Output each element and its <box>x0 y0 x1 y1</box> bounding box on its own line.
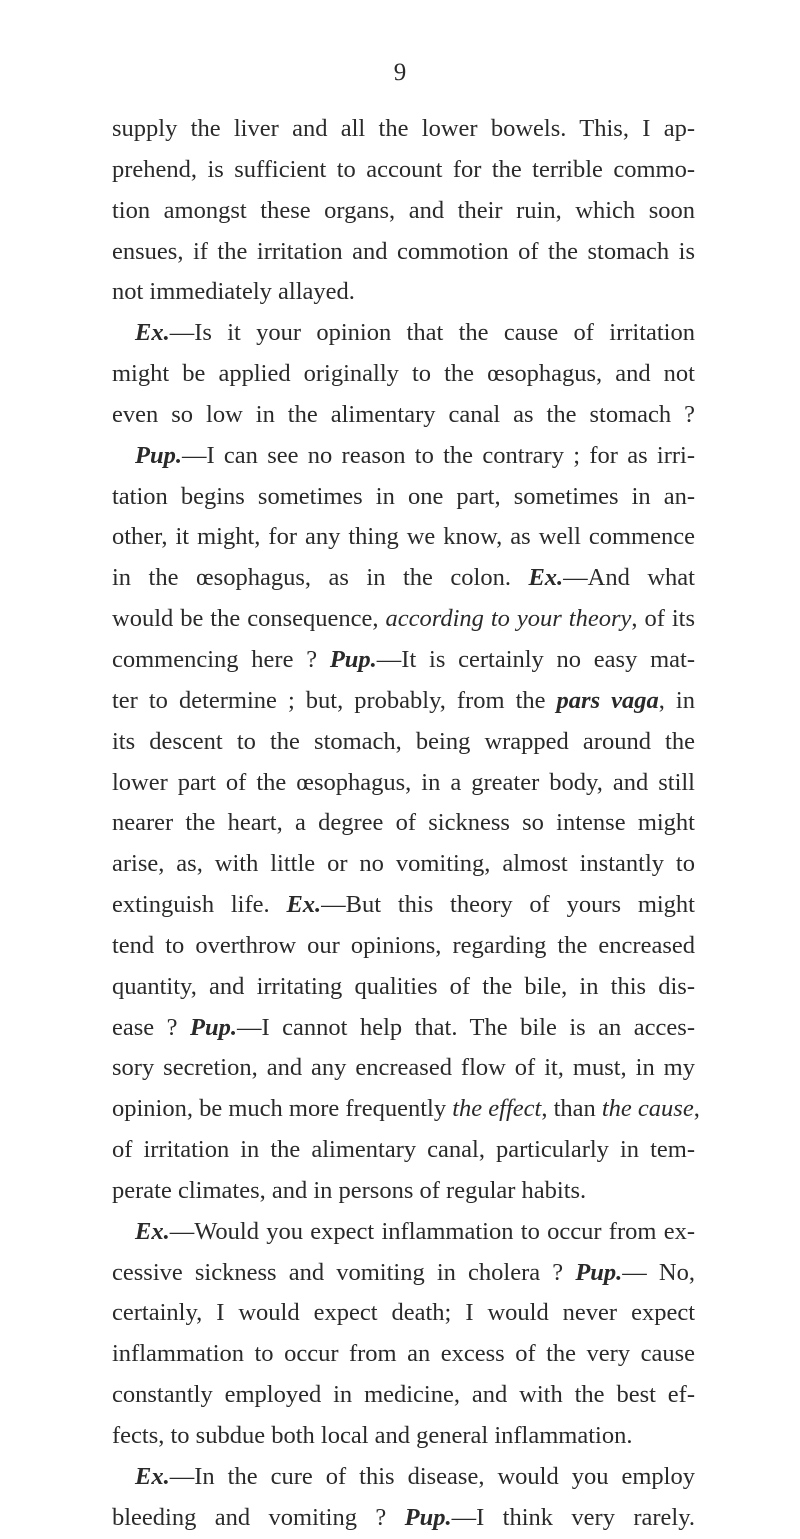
body-text <box>112 109 700 1539</box>
text-segment: —I cannot help that. The bile is an acces- <box>237 1013 695 1041</box>
text-segment: bleeding and vomiting ? <box>112 1503 405 1531</box>
text-line <box>112 1212 695 1253</box>
text-segment: —Would you expect inflammation to occur from ex- <box>169 1217 695 1245</box>
text-segment: cessive sickness and vomiting in cholera ? <box>112 1258 576 1286</box>
text-segment: supply the liver and all the lower bowels. This, I ap- <box>112 115 695 142</box>
text-segment: —It is certainly no easy mat- <box>376 645 695 673</box>
text-segment: extinguish life. <box>112 891 287 919</box>
text-segment: other, it might, for any thing we know, as well commence <box>112 523 695 551</box>
emphasis-text: according to your theory <box>385 605 632 633</box>
text-line <box>112 109 695 150</box>
text-segment: quantity, and irritating qualities of the bile, in this dis- <box>112 972 695 1000</box>
text-line <box>112 436 695 477</box>
text-line <box>112 681 695 722</box>
text-line <box>112 1457 695 1498</box>
speaker-label: Pup. <box>329 645 377 673</box>
text-segment: commencing here ? <box>112 645 330 673</box>
text-line <box>112 232 695 273</box>
text-segment: ensues, if the irritation and commotion of the stomach is <box>112 237 695 265</box>
text-line <box>112 722 695 763</box>
text-segment: , than <box>541 1095 602 1123</box>
text-line <box>112 1008 695 1049</box>
text-segment: inflammation to occur from an excess of the very cause <box>112 1340 695 1368</box>
text-line <box>112 1171 695 1212</box>
emphasis-text: pars vaga <box>556 686 659 714</box>
speaker-label: Ex. <box>135 1462 170 1490</box>
text-segment: arise, as, with little or no vomiting, almost instantly to <box>112 850 695 878</box>
text-line <box>112 967 695 1008</box>
text-line <box>112 1089 700 1130</box>
speaker-label: Ex. <box>286 891 322 919</box>
text-line <box>112 517 695 558</box>
text-line <box>112 191 695 232</box>
text-segment: —Is it your opinion that the cause of irritation <box>169 319 695 347</box>
text-segment: —I can see no reason to the contrary ; for as irri- <box>181 441 695 469</box>
text-segment: even so low in the alimentary canal as the stomach ? <box>112 400 695 428</box>
emphasis-text: the effect <box>452 1095 542 1123</box>
text-line <box>112 640 695 681</box>
text-line <box>112 1334 695 1375</box>
speaker-label: Pup. <box>190 1013 237 1041</box>
text-segment: —In the cure of this disease, would you employ <box>169 1462 695 1490</box>
text-segment: fects, to subdue both local and general inflammation. <box>112 1422 633 1449</box>
text-segment: constantly employed in medicine, and with the best ef- <box>112 1381 695 1409</box>
text-segment: —And what <box>563 564 695 592</box>
text-segment: would be the consequence, <box>112 605 386 633</box>
speaker-label: Pup. <box>135 441 182 469</box>
text-segment: in the œsophagus, as in the colon. <box>112 564 529 592</box>
speaker-label: Ex. <box>528 564 564 592</box>
text-segment: tion amongst these organs, and their ruin, which soon <box>112 196 695 224</box>
text-line <box>112 803 695 844</box>
text-segment: , <box>693 1095 700 1123</box>
text-segment: its descent to the stomach, being wrapped around the <box>112 727 695 755</box>
text-line <box>112 354 695 395</box>
text-line <box>112 1253 695 1294</box>
text-segment: sory secretion, and any encreased flow of it, must, in my <box>112 1054 695 1082</box>
text-line <box>112 599 695 640</box>
text-segment: opinion, be much more frequently <box>112 1095 453 1123</box>
text-line <box>112 1130 695 1171</box>
text-line <box>112 926 695 967</box>
text-line <box>112 558 695 599</box>
speaker-label: Ex. <box>135 1217 170 1245</box>
text-segment: —I think very rarely. <box>451 1503 696 1531</box>
text-line <box>112 1416 695 1457</box>
text-line <box>112 1498 695 1539</box>
text-line <box>112 1048 695 1089</box>
text-segment: of irritation in the alimentary canal, particularly in tem- <box>112 1136 695 1164</box>
text-segment: ease ? <box>112 1013 191 1041</box>
text-line <box>112 272 695 313</box>
speaker-label: Pup. <box>404 1503 452 1531</box>
text-segment: , of its <box>631 605 695 633</box>
speaker-label: Pup. <box>575 1258 623 1286</box>
text-line <box>112 395 695 436</box>
text-line <box>112 1375 695 1416</box>
text-line <box>112 477 695 518</box>
text-line <box>112 1293 695 1334</box>
text-segment: might be applied originally to the œsophagus, and not <box>112 360 695 388</box>
text-segment: certainly, I would expect death; I would never expect <box>112 1299 695 1327</box>
emphasis-text: the cause <box>601 1095 694 1123</box>
text-segment: lower part of the œsophagus, in a greater body, and still <box>112 768 695 796</box>
text-line <box>112 885 695 926</box>
text-segment: perate climates, and in persons of regular habits. <box>112 1176 587 1204</box>
text-line <box>112 844 695 885</box>
text-line <box>112 150 695 191</box>
text-segment: — No, <box>622 1258 695 1286</box>
text-segment: nearer the heart, a degree of sickness so intense might <box>112 809 695 837</box>
text-segment: , in <box>658 686 695 714</box>
text-line <box>112 313 695 354</box>
text-segment: tation begins sometimes in one part, sometimes in an- <box>112 482 695 510</box>
text-segment: tend to overthrow our opinions, regarding the encreased <box>112 931 695 959</box>
text-segment: —But this theory of yours might <box>321 891 695 919</box>
text-segment: prehend, is sufficient to account for the terrible commo- <box>112 155 695 183</box>
speaker-label: Ex. <box>135 319 170 347</box>
text-segment: ter to determine ; but, probably, from the <box>112 686 557 714</box>
page-number: 9 <box>393 59 407 86</box>
text-line <box>112 763 695 804</box>
text-segment: not immediately allayed. <box>112 278 355 306</box>
